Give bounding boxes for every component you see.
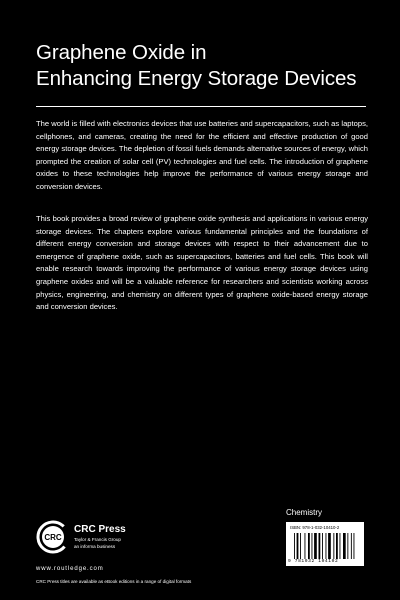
book-title xyxy=(36,40,376,92)
publisher-group: Taylor & Francis Group xyxy=(74,537,121,542)
publisher-url[interactable]: www.routledge.com xyxy=(36,566,104,572)
ebook-note: CRC Press titles are available as eBook editions in a range of digital formats xyxy=(36,579,192,584)
barcode-digits: 9 781032 104102 xyxy=(288,559,339,564)
book-title-line-2: Enhancing Energy Storage Devices xyxy=(36,67,357,90)
description-paragraph-1: The world is filled with electronics devices that use batteries and supercapacitors, such as laptops, cellphones, and cameras, creating the need for the efficient and effective production of good energy storage devices. The depletion of fossil fuels demands alternative sources of energy, which prompted the creation of solar cell (PV) technologies and fuel cells. The introduction of graphene oxides to these technologies help improve the performance of various energy storage and conversion devices. xyxy=(36,119,368,191)
barcode-icon xyxy=(294,533,356,559)
barcode-panel xyxy=(286,522,364,566)
crc-press-logo-icon xyxy=(36,520,70,554)
svg-text:CRC: CRC xyxy=(44,533,62,542)
publisher-business: an informa business xyxy=(74,544,116,549)
description-paragraph-2: This book provides a broad review of graphene oxide synthesis and applications in various energy storage devices. The chapters explore various fundamental principles and the foundations of different energy conversion and storage devices with respect to their advancement due to emergence of graphene oxide, such as supercapacitors, batteries and fuel cells. This book will enable research towards improving the performance of various energy storage devices using graphene oxides and will be a valuable reference for researchers and scientists working across physics, engineering, and chemistry on different types of graphene oxide-based energy storage and conversion devices. xyxy=(36,214,368,312)
isbn-text: ISBN: 978-1-032-10410-2 xyxy=(290,525,340,530)
subject-category: Chemistry xyxy=(286,508,323,517)
book-title-line-1: Graphene Oxide in xyxy=(36,41,207,64)
publisher-name: CRC Press xyxy=(74,524,126,535)
title-divider xyxy=(36,106,366,107)
